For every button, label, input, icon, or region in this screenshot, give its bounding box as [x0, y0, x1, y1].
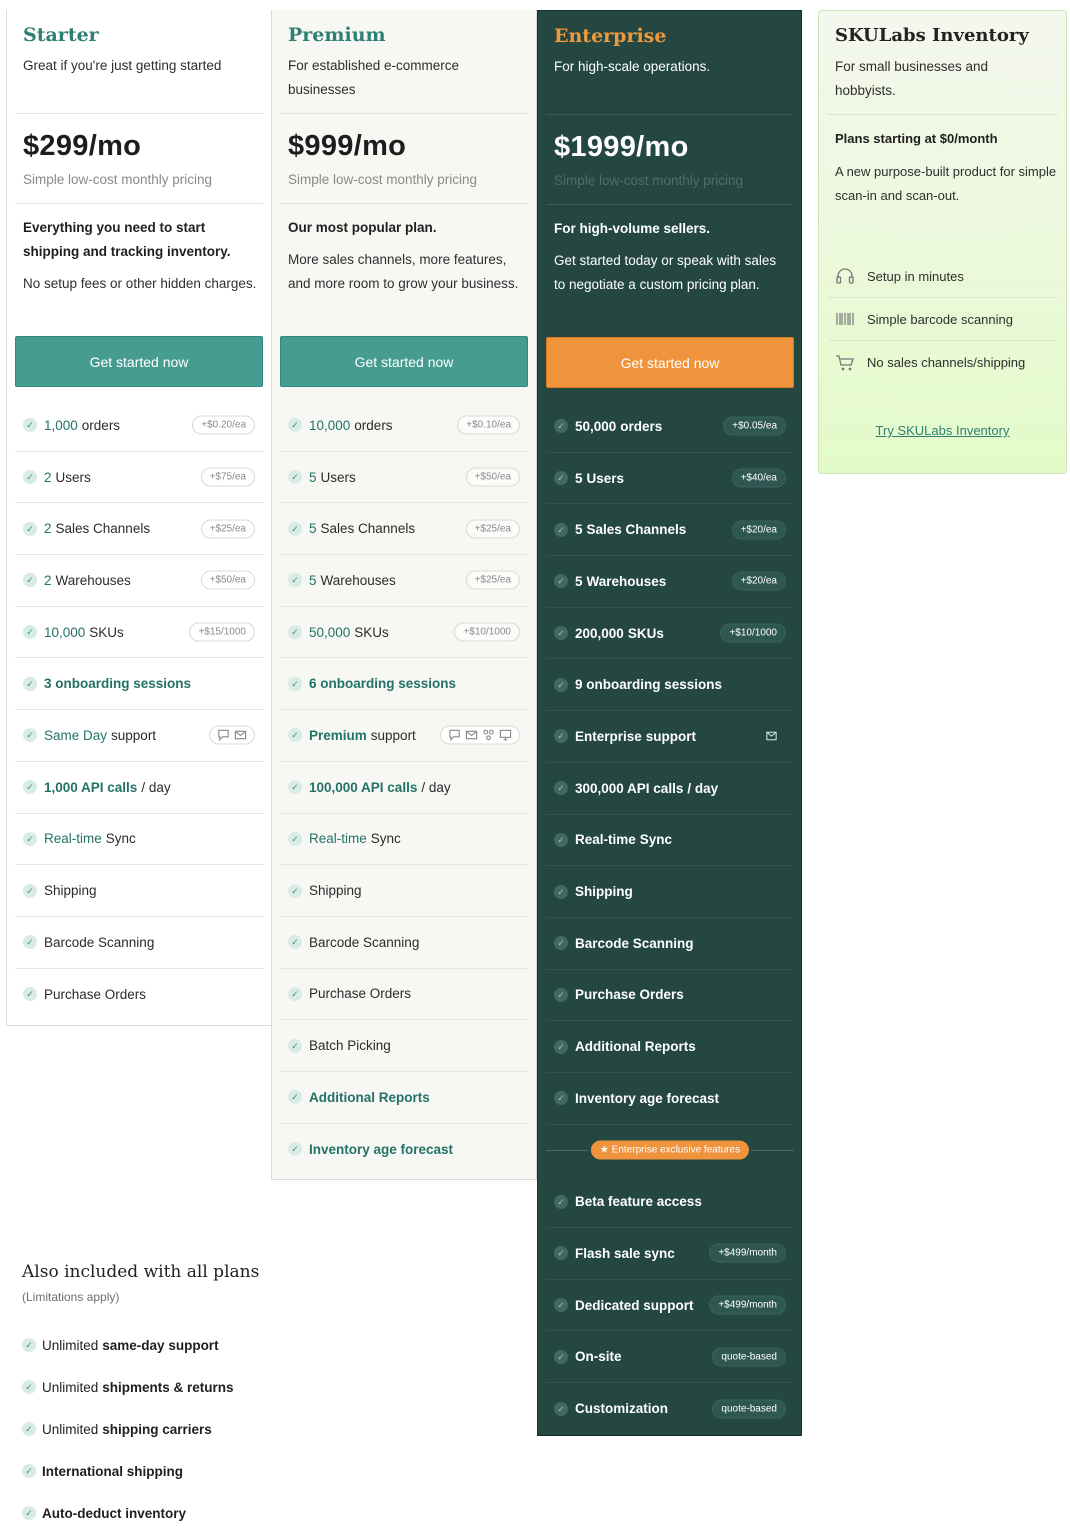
price-note: Simple low-cost monthly pricing	[288, 172, 478, 187]
support-channels-badge	[440, 726, 520, 745]
check-icon: ✓	[23, 522, 37, 536]
feature-label: Sales Channels	[320, 521, 416, 537]
feature-value: 300,000 API calls	[575, 780, 684, 796]
feature-orders	[280, 400, 528, 452]
check-icon: ✓	[23, 470, 37, 484]
feature-on-site	[546, 1331, 794, 1383]
item-label: International shipping	[42, 1463, 183, 1479]
barcode-icon	[835, 310, 855, 328]
feature-onboarding	[546, 659, 794, 711]
plan-card-enterprise	[537, 10, 802, 1436]
feature-value: 50,000	[575, 418, 617, 434]
section-title: Also included with all plans	[22, 1262, 260, 1282]
addon-price-badge: quote-based	[712, 1347, 786, 1366]
plan-tagline: Great if you're just getting started	[23, 58, 222, 73]
feature-label: Additional Reports	[575, 1039, 696, 1055]
check-icon: ✓	[554, 729, 568, 743]
check-icon: ✓	[288, 522, 302, 536]
check-icon: ✓	[554, 1195, 568, 1209]
feature-orders	[546, 401, 794, 453]
benefit-item	[829, 341, 1058, 384]
check-icon: ✓	[288, 677, 302, 691]
feature-sales-channels	[15, 503, 263, 555]
exclusive-features-divider	[546, 1125, 794, 1177]
feature-label: Sales Channels	[586, 522, 687, 538]
check-icon: ✓	[554, 1091, 568, 1105]
feature-label: Customization	[575, 1401, 668, 1417]
feature-label: SKUs	[627, 625, 664, 641]
item-label: shipping carriers	[102, 1421, 212, 1437]
limitations-note: (Limitations apply)	[22, 1290, 120, 1304]
feature-value: 5	[575, 470, 583, 486]
product-name: SKULabs Inventory	[835, 25, 1029, 46]
plan-blurb	[554, 217, 790, 297]
feature-flash-sale-sync	[546, 1228, 794, 1280]
plan-name: Starter	[23, 24, 99, 46]
divider	[280, 113, 528, 114]
plan-price: $299/mo	[23, 130, 142, 162]
check-icon: ✓	[23, 987, 37, 1001]
addon-price-badge: +$25/ea	[466, 519, 520, 538]
feature-warehouses	[280, 555, 528, 607]
check-icon: ✓	[554, 523, 568, 537]
feature-label: Batch Picking	[309, 1038, 391, 1054]
addon-price-badge: +$50/ea	[466, 468, 520, 487]
divider	[827, 114, 1058, 115]
addon-price-badge: +$15/1000	[189, 623, 255, 642]
addon-price-badge: +$0.20/ea	[192, 416, 255, 435]
check-icon: ✓	[288, 418, 302, 432]
feature-purchase-orders	[546, 970, 794, 1022]
feature-support	[15, 710, 263, 762]
check-icon: ✓	[23, 884, 37, 898]
benefit-label: No sales channels/shipping	[867, 355, 1026, 370]
check-icon: ✓	[554, 678, 568, 692]
plan-tagline: For high-scale operations.	[554, 59, 711, 74]
check-icon: ✓	[22, 1338, 36, 1352]
blurb-title: Everything you need to start shipping and tracking inventory.	[23, 220, 231, 259]
check-icon: ✓	[288, 1142, 302, 1156]
feature-beta-access	[546, 1176, 794, 1228]
addon-price-badge: +$0.10/ea	[457, 416, 520, 435]
integrations-icon	[482, 729, 495, 742]
feature-label: / day	[687, 780, 719, 796]
feature-label: Users	[320, 469, 356, 485]
feature-value: 1,000 API calls	[44, 779, 138, 795]
addon-price-badge: +$75/ea	[201, 468, 255, 487]
feature-inventory-forecast	[546, 1073, 794, 1125]
addon-price-badge: quote-based	[712, 1399, 786, 1418]
benefit-label: Simple barcode scanning	[867, 311, 1013, 327]
feature-users	[15, 452, 263, 504]
feature-users	[280, 452, 528, 504]
feature-list	[280, 400, 528, 1175]
feature-orders	[15, 400, 263, 452]
feature-label: / day	[421, 779, 451, 795]
feature-value: 6 onboarding sessions	[309, 676, 457, 692]
addon-price-badge: +$25/ea	[201, 519, 255, 538]
feature-sync	[280, 814, 528, 866]
chat-icon	[217, 729, 230, 742]
feature-value: 2	[44, 469, 52, 485]
blurb-title: Our most popular plan.	[288, 220, 437, 235]
item-label: same-day support	[102, 1337, 219, 1353]
price-note: Simple low-cost monthly pricing	[554, 173, 744, 188]
blurb-text: More sales channels, more features, and more room to grow your business.	[288, 252, 519, 291]
feature-support	[546, 711, 794, 763]
feature-label: Barcode Scanning	[309, 934, 420, 950]
feature-label: support	[645, 728, 697, 744]
check-icon: ✓	[288, 1039, 302, 1053]
support-channels-badge	[209, 726, 255, 745]
check-icon: ✓	[23, 832, 37, 846]
list-item	[22, 1324, 272, 1366]
exclusive-features-badge: ★ Enterprise exclusive features	[589, 1139, 751, 1162]
feature-label: orders	[81, 417, 121, 433]
check-icon: ✓	[23, 625, 37, 639]
feature-label: Warehouses	[320, 572, 396, 588]
check-icon: ✓	[23, 935, 37, 949]
feature-batch-picking	[280, 1020, 528, 1072]
check-icon: ✓	[554, 574, 568, 588]
check-icon: ✓	[554, 471, 568, 485]
benefit-item	[829, 298, 1058, 341]
feature-sync	[546, 815, 794, 867]
check-icon: ✓	[288, 884, 302, 898]
check-icon: ✓	[554, 626, 568, 640]
plan-card-starter	[6, 10, 272, 1026]
feature-label: Purchase Orders	[575, 987, 684, 1003]
item-label: shipments & returns	[102, 1379, 234, 1395]
feature-label: Sync	[639, 832, 673, 848]
feature-label: Purchase Orders	[309, 986, 412, 1002]
feature-skus	[280, 607, 528, 659]
check-icon: ✓	[288, 1090, 302, 1104]
feature-value: 50,000	[309, 624, 351, 640]
feature-label: Barcode Scanning	[44, 934, 155, 950]
product-benefits	[829, 255, 1058, 384]
feature-value: 5	[575, 522, 583, 538]
plan-price: $1999/mo	[554, 131, 689, 163]
chat-icon	[448, 729, 461, 742]
list-item	[22, 1366, 272, 1408]
feature-sales-channels	[280, 503, 528, 555]
feature-value: 3 onboarding sessions	[44, 676, 192, 692]
blurb-text: No setup fees or other hidden charges.	[23, 276, 257, 291]
addon-price-badge: +$25/ea	[466, 571, 520, 590]
feature-value: 1,000	[44, 417, 78, 433]
feature-label: Users	[55, 469, 91, 485]
addon-price-badge: +$40/ea	[732, 469, 786, 488]
addon-price-badge: +$0.05/ea	[723, 417, 786, 436]
feature-list	[15, 400, 263, 1020]
feature-value: 5	[309, 521, 317, 537]
plan-name: Premium	[288, 24, 386, 46]
feature-label: On-site	[575, 1349, 622, 1365]
feature-warehouses	[15, 555, 263, 607]
check-icon: ✓	[23, 573, 37, 587]
feature-value: Real-time	[309, 831, 367, 847]
check-icon: ✓	[554, 1402, 568, 1416]
feature-shipping	[280, 865, 528, 917]
feature-shipping	[15, 865, 263, 917]
also-included-section	[22, 1262, 272, 1534]
feature-value: 5	[309, 572, 317, 588]
feature-label: Barcode Scanning	[575, 935, 694, 951]
feature-label: Shipping	[44, 883, 97, 899]
feature-dedicated-support	[546, 1280, 794, 1332]
feature-label: support	[111, 727, 157, 743]
feature-label: Warehouses	[586, 573, 667, 589]
check-icon: ✓	[288, 573, 302, 587]
feature-purchase-orders	[15, 969, 263, 1021]
cart-icon	[835, 354, 855, 372]
feature-sales-channels	[546, 504, 794, 556]
crown-icon	[765, 730, 778, 743]
check-icon: ✓	[554, 781, 568, 795]
check-icon: ✓	[288, 728, 302, 742]
feature-label: Inventory age forecast	[575, 1090, 720, 1106]
check-icon: ✓	[288, 780, 302, 794]
product-tagline: For small businesses and hobbyists.	[835, 59, 989, 98]
plan-tagline: For established e-commerce businesses	[288, 58, 460, 97]
feature-label: Sales Channels	[55, 521, 151, 537]
feature-value: Real-time	[575, 832, 636, 848]
addon-price-badge: +$499/month	[709, 1296, 786, 1315]
feature-value: Additional Reports	[309, 1089, 430, 1105]
divider	[15, 113, 263, 114]
feature-label: Flash sale sync	[575, 1245, 675, 1261]
check-icon: ✓	[22, 1506, 36, 1520]
feature-additional-reports	[546, 1021, 794, 1073]
feature-label: Shipping	[309, 883, 362, 899]
item-label: Auto-deduct inventory	[42, 1505, 186, 1521]
feature-additional-reports	[280, 1072, 528, 1124]
feature-value: Inventory age forecast	[309, 1141, 454, 1157]
feature-value: 5	[309, 469, 317, 485]
feature-label: orders	[620, 418, 663, 434]
blurb-text: Get started today or speak with sales to negotiate a custom pricing plan.	[554, 253, 777, 292]
feature-label: Sync	[370, 831, 401, 847]
check-icon: ✓	[554, 988, 568, 1002]
benefit-item	[829, 255, 1058, 298]
get-started-button[interactable]: Get started now	[15, 336, 263, 387]
feature-label: / day	[141, 779, 171, 795]
feature-sync	[15, 814, 263, 866]
plan-blurb	[23, 216, 259, 296]
feature-api-calls	[15, 762, 263, 814]
benefit-label: Setup in minutes	[867, 268, 964, 284]
plan-card-premium	[271, 10, 537, 1180]
feature-label: support	[370, 727, 416, 743]
feature-value: 200,000	[575, 625, 624, 641]
check-icon: ✓	[288, 470, 302, 484]
feature-value: 100,000 API calls	[309, 779, 418, 795]
check-icon: ✓	[554, 936, 568, 950]
feature-label: Users	[586, 470, 625, 486]
check-icon: ✓	[23, 728, 37, 742]
email-icon	[234, 729, 247, 742]
feature-value: 5	[575, 573, 583, 589]
check-icon: ✓	[23, 780, 37, 794]
feature-api-calls	[280, 762, 528, 814]
feature-value: 2	[44, 572, 52, 588]
get-started-button[interactable]: Get started now	[280, 336, 528, 387]
divider	[546, 204, 793, 205]
feature-value: Premium	[309, 727, 367, 743]
check-icon: ✓	[288, 625, 302, 639]
feature-value: Real-time	[44, 831, 102, 847]
skulabs-inventory-card	[818, 10, 1067, 474]
list-item	[22, 1492, 272, 1534]
check-icon: ✓	[22, 1464, 36, 1478]
check-icon: ✓	[554, 1246, 568, 1260]
addon-price-badge: +$10/1000	[454, 623, 520, 642]
feature-shipping	[546, 866, 794, 918]
feature-value: 10,000	[309, 417, 351, 433]
feature-list	[546, 401, 794, 1435]
feature-barcode	[280, 917, 528, 969]
feature-label: SKUs	[354, 624, 389, 640]
feature-value: 2	[44, 521, 52, 537]
feature-warehouses	[546, 556, 794, 608]
feature-skus	[546, 608, 794, 660]
check-icon: ✓	[288, 935, 302, 949]
feature-customization	[546, 1383, 794, 1435]
check-icon: ✓	[554, 1040, 568, 1054]
list-item	[22, 1450, 272, 1492]
feature-support	[280, 710, 528, 762]
included-list	[22, 1324, 272, 1534]
feature-label: Beta feature access	[575, 1194, 702, 1210]
feature-barcode	[15, 917, 263, 969]
feature-label: Shipping	[575, 884, 633, 900]
plan-blurb	[288, 216, 524, 296]
get-started-button[interactable]: Get started now	[546, 337, 794, 388]
feature-value: 9 onboarding sessions	[575, 677, 723, 693]
starting-price: Plans starting at $0/month	[835, 131, 998, 146]
try-skulabs-inventory-link[interactable]: Try SKULabs Inventory	[875, 423, 1010, 438]
headset-icon	[835, 267, 855, 285]
feature-barcode	[546, 918, 794, 970]
feature-onboarding	[15, 658, 263, 710]
check-icon: ✓	[554, 833, 568, 847]
check-icon: ✓	[554, 885, 568, 899]
addon-price-badge: +$20/ea	[732, 520, 786, 539]
item-prefix: Unlimited	[42, 1337, 99, 1353]
plan-name: Enterprise	[554, 25, 667, 47]
list-item	[22, 1408, 272, 1450]
feature-value: Same Day	[44, 727, 108, 743]
feature-skus	[15, 607, 263, 659]
check-icon: ✓	[554, 1298, 568, 1312]
feature-label: Warehouses	[55, 572, 131, 588]
email-icon	[465, 729, 478, 742]
addon-price-badge: +$50/ea	[201, 571, 255, 590]
price-note: Simple low-cost monthly pricing	[23, 172, 213, 187]
feature-inventory-forecast	[280, 1124, 528, 1176]
check-icon: ✓	[22, 1380, 36, 1394]
addon-price-badge: +$499/month	[709, 1244, 786, 1263]
feature-label: Purchase Orders	[44, 986, 147, 1002]
feature-label: SKUs	[89, 624, 124, 640]
feature-api-calls	[546, 763, 794, 815]
blurb-title: For high-volume sellers.	[554, 221, 711, 236]
product-description: A new purpose-built product for simple scan-in and scan-out.	[835, 164, 1057, 203]
item-prefix: Unlimited	[42, 1421, 99, 1437]
feature-users	[546, 453, 794, 505]
feature-label: Sync	[105, 831, 136, 847]
check-icon: ✓	[22, 1422, 36, 1436]
plan-price: $999/mo	[288, 130, 407, 162]
check-icon: ✓	[288, 832, 302, 846]
addon-price-badge: +$10/1000	[720, 624, 786, 643]
check-icon: ✓	[288, 987, 302, 1001]
item-prefix: Unlimited	[42, 1379, 99, 1395]
addon-price-badge: +$20/ea	[732, 572, 786, 591]
support-channels-badge	[757, 727, 786, 746]
feature-value: 10,000	[44, 624, 86, 640]
check-icon: ✓	[23, 418, 37, 432]
divider	[280, 203, 528, 204]
divider	[546, 114, 793, 115]
feature-purchase-orders	[280, 969, 528, 1021]
feature-label: orders	[354, 417, 393, 433]
check-icon: ✓	[554, 1350, 568, 1364]
feature-value: Enterprise	[575, 728, 642, 744]
check-icon: ✓	[23, 677, 37, 691]
check-icon: ✓	[554, 419, 568, 433]
feature-onboarding	[280, 658, 528, 710]
divider	[15, 203, 263, 204]
feature-label: Dedicated support	[575, 1297, 694, 1313]
monitor-icon	[499, 729, 512, 742]
